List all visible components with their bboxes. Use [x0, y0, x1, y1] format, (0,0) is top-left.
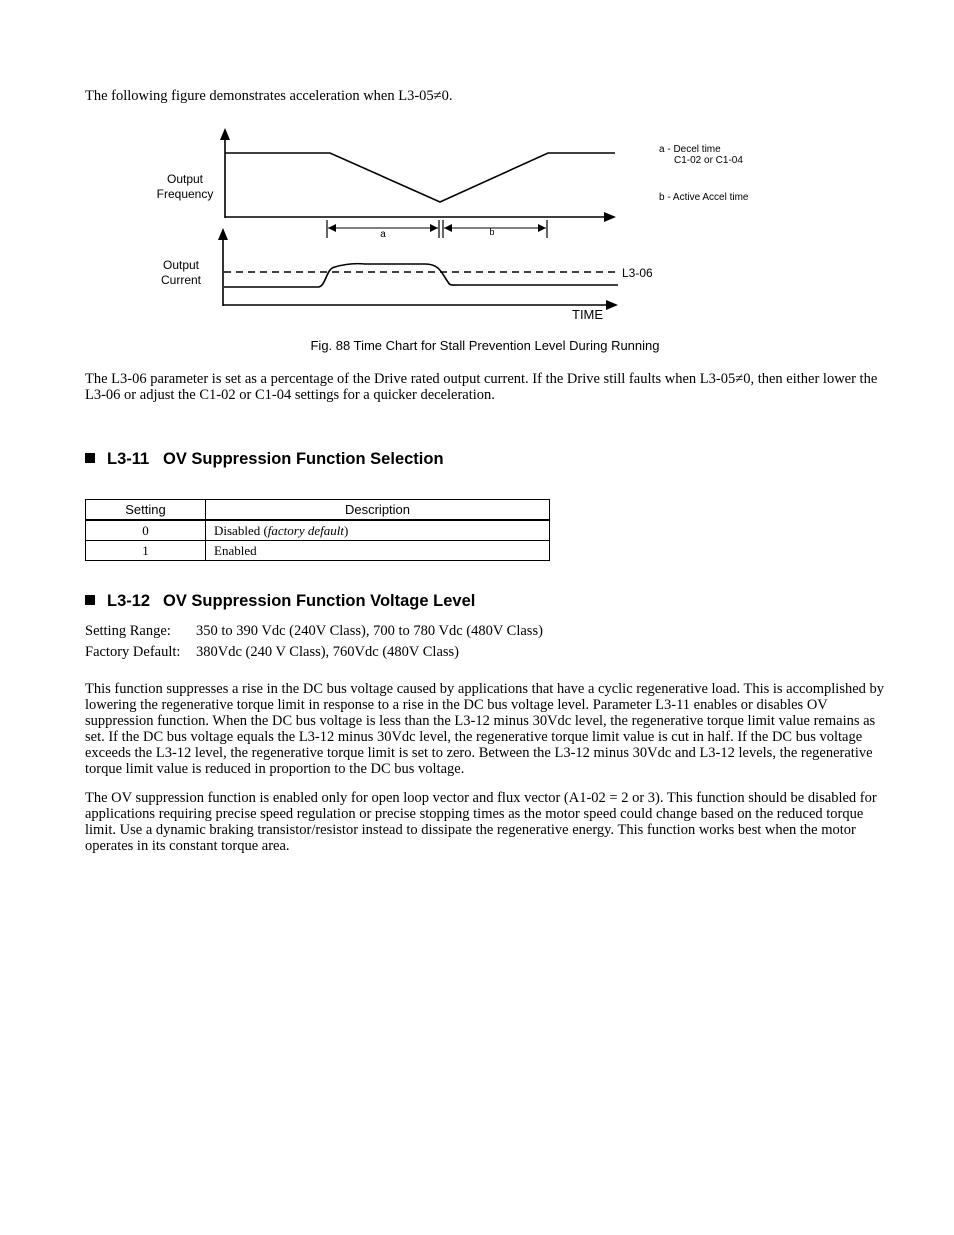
bullet-square-icon — [85, 453, 95, 463]
freq-label-line1: Output — [166, 172, 204, 186]
marker-b-right-arrow — [538, 224, 546, 232]
setting-range-row — [85, 623, 543, 639]
marker-a-right-arrow — [430, 224, 438, 232]
table-row — [86, 520, 550, 541]
freq-label-line2: Frequency — [156, 187, 214, 201]
section-number: L3-12 — [107, 592, 151, 610]
current-y-arrow — [218, 228, 228, 240]
section-title: OV Suppression Function Voltage Level — [163, 592, 476, 610]
l3-06-label: L3-06 — [622, 266, 653, 280]
settings-table — [85, 499, 550, 561]
current-label-line2: Current — [160, 273, 202, 287]
intro-text: The following figure demonstrates acceleration when L3-05≠0. — [85, 88, 453, 104]
current-label-line1: Output — [162, 258, 200, 272]
description-cell: Enabled — [206, 541, 550, 561]
factory-default-row — [85, 644, 459, 660]
setting-range-label: Setting Range: — [85, 623, 171, 639]
table-row — [86, 541, 550, 561]
factory-default-label: Factory Default: — [85, 644, 181, 660]
section-heading-l3-11 — [85, 450, 444, 469]
current-x-arrow — [606, 300, 618, 310]
section-heading-l3-12 — [85, 592, 475, 611]
legend-a-line2: C1-02 or C1-04 — [674, 155, 743, 166]
header-setting: Setting — [86, 500, 206, 521]
legend-a-line1: a - Decel time — [659, 144, 721, 155]
current-curve — [224, 264, 618, 287]
setting-cell: 1 — [86, 541, 206, 561]
paragraph-ov-enable: The OV suppression function is enabled only for open loop vector and flux vector (A1-02 = 2 or 3). This function should be disabled for applications requiring precise speed regulation or precise stopping times as the motor speed could change based on the reduced torque limit. Use a dynamic braking transistor/resistor instead to dissipate the regenerative energy. This function works best when the motor operates in its constant torque area. — [85, 790, 877, 854]
description-cell: Disabled (factory default) — [206, 520, 550, 541]
table-header-row — [86, 500, 550, 521]
freq-y-arrow — [220, 128, 230, 140]
time-chart-figure — [140, 118, 780, 330]
marker-a-label: a — [380, 229, 386, 240]
marker-a-left-arrow — [328, 224, 336, 232]
section-title: OV Suppression Function Selection — [163, 450, 444, 468]
freq-x-arrow — [604, 212, 616, 222]
legend-b: b - Active Accel time — [659, 192, 749, 203]
time-axis-label: TIME — [572, 307, 604, 322]
header-description: Description — [206, 500, 550, 521]
setting-cell: 0 — [86, 520, 206, 541]
marker-b-label: b — [489, 227, 495, 237]
bullet-square-icon — [85, 595, 95, 605]
paragraph-l3-06: The L3-06 parameter is set as a percentage of the Drive rated output current. If the Drive still faults when L3-05≠0, then either lower the L3-06 or adjust the C1-02 or C1-04 settings for a quicker deceleration. — [85, 371, 878, 403]
paragraph-ov-suppression: This function suppresses a rise in the DC bus voltage caused by applications that have a cyclic regenerative load. This is accomplished by lowering the regenerative torque limit in response to a rise in the DC bus voltage level. Parameter L3-11 enables or disables OV suppression function. When the DC bus voltage is less than the L3-12 minus 30Vdc level, the regenerative torque limit value remains as set. If the DC bus voltage equals the L3-12 minus 30Vdc level, the regenerative torque limit value is cut in half. If the DC bus voltage exceeds the L3-12 level, the regenerative torque limit is set to zero. Between the L3-12 minus 30Vdc and L3-12 levels, the regenerative torque limit value is reduced in proportion to the DC bus voltage. — [85, 681, 885, 777]
section-number: L3-11 — [107, 450, 150, 468]
marker-b-left-arrow — [444, 224, 452, 232]
frequency-curve — [225, 153, 615, 202]
factory-default-value: 380Vdc (240 V Class), 760Vdc (480V Class) — [196, 644, 460, 660]
setting-range-value: 350 to 390 Vdc (240V Class), 700 to 780 Vdc (480V Class) — [196, 623, 543, 639]
figure-caption: Fig. 88 Time Chart for Stall Prevention Level During Running — [310, 338, 660, 353]
